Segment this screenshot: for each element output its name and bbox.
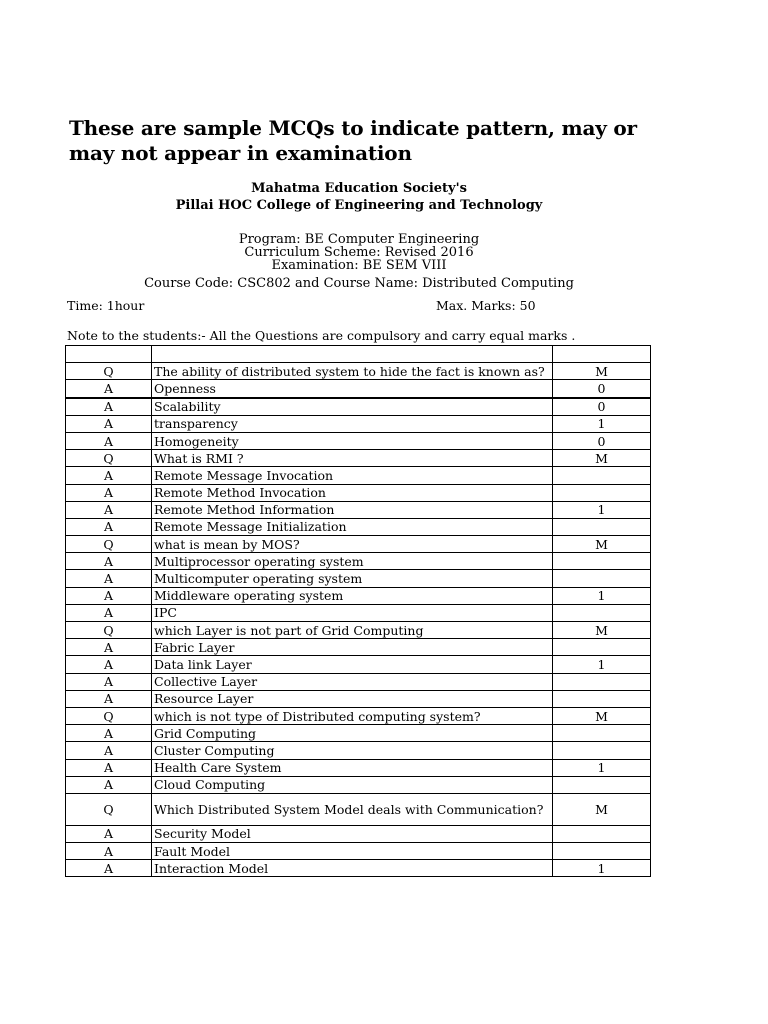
row-text-cell: Middleware operating system — [152, 587, 553, 604]
row-text-cell: Health Care System — [152, 759, 553, 776]
row-mark-cell: 0 — [553, 380, 651, 398]
row-text-cell: Remote Message Initialization — [152, 518, 553, 535]
answer-row — [66, 742, 651, 759]
row-type-cell: Q — [66, 622, 152, 639]
exam-line: Examination: BE SEM VIII — [271, 258, 447, 273]
answer-row — [66, 501, 651, 518]
row-mark-cell: 0 — [553, 432, 651, 449]
row-type-cell: A — [66, 570, 152, 587]
row-text-cell: which is not type of Distributed computing system? — [152, 707, 553, 724]
row-mark-cell — [553, 639, 651, 656]
answer-row — [66, 690, 651, 707]
row-type-cell: A — [66, 398, 152, 416]
row-mark-cell — [553, 843, 651, 860]
row-type-cell: Q — [66, 450, 152, 467]
row-mark-cell — [553, 518, 651, 535]
row-mark-cell — [553, 346, 651, 363]
answer-row — [66, 570, 651, 587]
answer-row — [66, 604, 651, 621]
row-text-cell: what is mean by MOS? — [152, 536, 553, 553]
row-text-cell: The ability of distributed system to hide the fact is known as? — [152, 363, 553, 380]
row-type-cell: A — [66, 673, 152, 690]
row-mark-cell: M — [553, 536, 651, 553]
question-row — [66, 707, 651, 724]
row-type-cell: A — [66, 467, 152, 484]
row-text-cell: What is RMI ? — [152, 450, 553, 467]
row-text-cell: Remote Method Information — [152, 501, 553, 518]
row-type-cell: A — [66, 860, 152, 877]
row-type-cell: A — [66, 604, 152, 621]
row-mark-cell: 1 — [553, 759, 651, 776]
row-type-cell: A — [66, 843, 152, 860]
row-mark-cell — [553, 553, 651, 570]
row-text-cell: Scalability — [152, 398, 553, 416]
answer-row — [66, 825, 651, 842]
row-mark-cell — [553, 570, 651, 587]
row-mark-cell: 0 — [553, 398, 651, 416]
row-text-cell: Multiprocessor operating system — [152, 553, 553, 570]
answer-row — [66, 725, 651, 742]
mcq-table-body — [66, 346, 651, 877]
answer-row — [66, 415, 651, 432]
row-type-cell: A — [66, 501, 152, 518]
row-type-cell: A — [66, 742, 152, 759]
row-type-cell: A — [66, 415, 152, 432]
page-heading: These are sample MCQs to indicate pattern, may or may not appear in examination — [69, 116, 637, 165]
row-text-cell: Cloud Computing — [152, 776, 553, 793]
row-text-cell: Remote Method Invocation — [152, 484, 553, 501]
row-text-cell: IPC — [152, 604, 553, 621]
row-type-cell — [66, 346, 152, 363]
row-type-cell: A — [66, 690, 152, 707]
row-text-cell: Collective Layer — [152, 673, 553, 690]
row-text-cell: which Layer is not part of Grid Computing — [152, 622, 553, 639]
row-text-cell — [152, 346, 553, 363]
row-mark-cell — [553, 825, 651, 842]
row-type-cell: A — [66, 518, 152, 535]
scheme-line: Curriculum Scheme: Revised 2016 — [244, 245, 474, 260]
row-text-cell: Fabric Layer — [152, 639, 553, 656]
row-type-cell: Q — [66, 793, 152, 825]
row-text-cell: Fault Model — [152, 843, 553, 860]
row-text-cell: Security Model — [152, 825, 553, 842]
row-mark-cell: 1 — [553, 587, 651, 604]
row-type-cell: A — [66, 484, 152, 501]
mcq-table — [65, 345, 651, 877]
college-name: Pillai HOC College of Engineering and Technology — [175, 198, 543, 213]
row-text-cell: Data link Layer — [152, 656, 553, 673]
row-mark-cell: 1 — [553, 501, 651, 518]
row-type-cell: A — [66, 587, 152, 604]
question-row — [66, 363, 651, 380]
answer-row — [66, 656, 651, 673]
row-type-cell: A — [66, 656, 152, 673]
answer-row — [66, 759, 651, 776]
answer-row — [66, 673, 651, 690]
row-type-cell: Q — [66, 536, 152, 553]
row-type-cell: A — [66, 380, 152, 398]
answer-row — [66, 432, 651, 449]
row-text-cell: Homogeneity — [152, 432, 553, 449]
row-mark-cell — [553, 604, 651, 621]
row-type-cell: A — [66, 639, 152, 656]
row-text-cell: Which Distributed System Model deals with Communication? — [152, 793, 553, 825]
row-type-cell: A — [66, 725, 152, 742]
row-mark-cell: 1 — [553, 415, 651, 432]
row-type-cell: A — [66, 825, 152, 842]
row-type-cell: Q — [66, 363, 152, 380]
row-text-cell: Remote Message Invocation — [152, 467, 553, 484]
question-row — [66, 622, 651, 639]
time-label: Time: 1hour — [67, 298, 145, 313]
answer-row — [66, 553, 651, 570]
row-mark-cell — [553, 484, 651, 501]
answer-row — [66, 484, 651, 501]
answer-row — [66, 587, 651, 604]
row-text-cell: Cluster Computing — [152, 742, 553, 759]
row-type-cell: A — [66, 553, 152, 570]
row-text-cell: Multicomputer operating system — [152, 570, 553, 587]
row-mark-cell — [553, 742, 651, 759]
program-line: Program: BE Computer Engineering — [238, 232, 480, 247]
row-mark-cell: M — [553, 450, 651, 467]
answer-row — [66, 467, 651, 484]
row-mark-cell — [553, 690, 651, 707]
society-name: Mahatma Education Society's — [251, 181, 467, 196]
answer-row — [66, 639, 651, 656]
row-text-cell: transparency — [152, 415, 553, 432]
row-mark-cell: 1 — [553, 656, 651, 673]
row-mark-cell: 1 — [553, 860, 651, 877]
row-mark-cell — [553, 467, 651, 484]
students-note: Note to the students:- All the Questions are compulsory and carry equal marks . — [67, 328, 576, 343]
answer-row — [66, 398, 651, 416]
answer-row — [66, 860, 651, 877]
answer-row — [66, 518, 651, 535]
row-type-cell: A — [66, 759, 152, 776]
row-mark-cell — [553, 725, 651, 742]
row-type-cell: Q — [66, 707, 152, 724]
row-type-cell: A — [66, 432, 152, 449]
row-text-cell: Interaction Model — [152, 860, 553, 877]
question-row — [66, 450, 651, 467]
row-text-cell: Openness — [152, 380, 553, 398]
answer-row — [66, 843, 651, 860]
max-marks-label: Max. Marks: 50 — [436, 298, 536, 313]
answer-row — [66, 776, 651, 793]
header-row — [66, 346, 651, 363]
question-row — [66, 793, 651, 825]
row-mark-cell: M — [553, 793, 651, 825]
row-text-cell: Grid Computing — [152, 725, 553, 742]
row-mark-cell: M — [553, 707, 651, 724]
row-mark-cell — [553, 776, 651, 793]
answer-row — [66, 380, 651, 398]
row-text-cell: Resource Layer — [152, 690, 553, 707]
row-mark-cell — [553, 673, 651, 690]
row-mark-cell: M — [553, 622, 651, 639]
course-line: Course Code: CSC802 and Course Name: Distributed Computing — [144, 276, 574, 291]
question-row — [66, 536, 651, 553]
row-type-cell: A — [66, 776, 152, 793]
row-mark-cell: M — [553, 363, 651, 380]
